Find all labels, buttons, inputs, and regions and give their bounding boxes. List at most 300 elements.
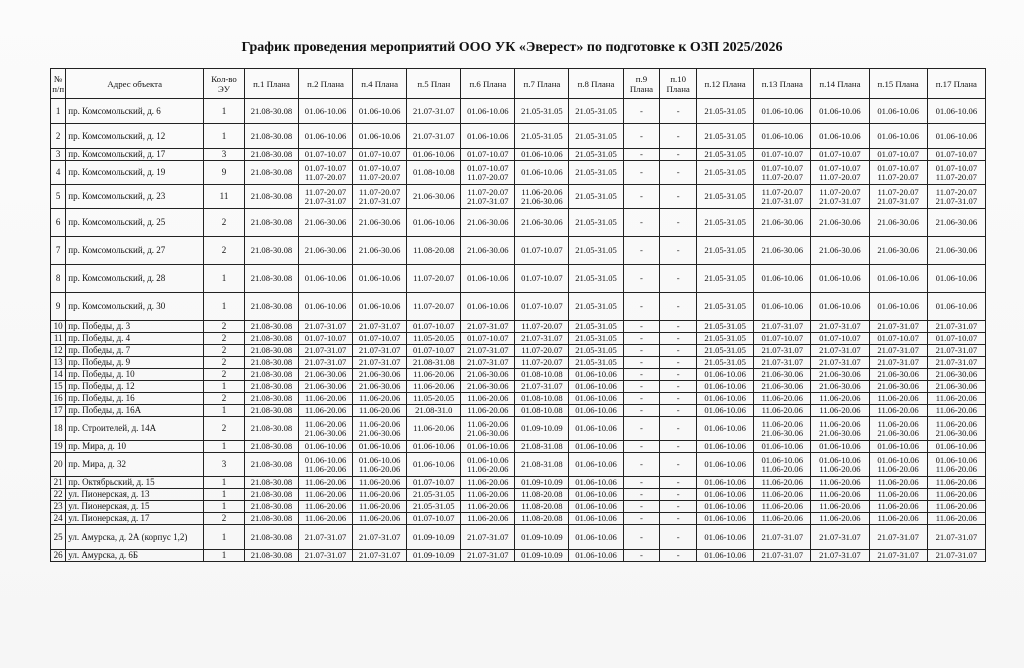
row-number: 2	[51, 124, 66, 149]
date-cell: 11.06-20.06	[754, 513, 811, 525]
date-cell: 11.06-20.06	[461, 477, 515, 489]
date-cell: 01.06-10.06	[569, 525, 623, 550]
date-cell: 21.06-30.06	[869, 381, 927, 393]
date-cell: 11.06-20.06	[811, 393, 869, 405]
date-cell: 21.07-31.07	[869, 357, 927, 369]
column-header: п.10 Плана	[660, 69, 697, 99]
date-cell: -	[660, 99, 697, 124]
date-cell: 01.06-10.06	[697, 453, 754, 477]
date-cell: 11.06-20.06	[353, 489, 407, 501]
date-cell: 01.06-10.06	[569, 405, 623, 417]
date-cell: 11.06-20.06	[927, 489, 985, 501]
column-header: п.6 Плана	[461, 69, 515, 99]
date-cell: -	[660, 525, 697, 550]
date-cell: 21.06-30.06	[299, 381, 353, 393]
date-cell: 01.07-10.07 11.07-20.07	[461, 161, 515, 185]
date-cell: 21.07-31.07	[461, 525, 515, 550]
date-cell: -	[623, 489, 660, 501]
date-cell: 11.06-20.06	[869, 513, 927, 525]
date-cell: 11.06-20.06 21.06-30.06	[353, 417, 407, 441]
eu-count-cell: 2	[204, 237, 245, 265]
date-cell: 21.05-31.05	[569, 321, 623, 333]
date-cell: 01.06-10.06 11.06-20.06	[927, 453, 985, 477]
date-cell: 11.06-20.06	[927, 405, 985, 417]
date-cell: 21.06-30.06	[869, 237, 927, 265]
date-cell: 21.05-31.05	[569, 99, 623, 124]
date-cell: 01.07-10.07 11.07-20.07	[353, 161, 407, 185]
date-cell: 01.06-10.06 11.06-20.06	[811, 453, 869, 477]
date-cell: 01.08-10.08	[515, 393, 569, 405]
table-row	[51, 293, 986, 321]
date-cell: -	[623, 293, 660, 321]
date-cell: 21.06-30.06	[811, 369, 869, 381]
address-cell: пр. Победы, д. 16А	[66, 405, 204, 417]
date-cell: 01.06-10.06	[515, 149, 569, 161]
date-cell: 01.06-10.06	[754, 99, 811, 124]
eu-count-cell: 3	[204, 453, 245, 477]
date-cell: 01.07-10.07	[754, 149, 811, 161]
row-number: 4	[51, 161, 66, 185]
date-cell: 21.08-30.08	[244, 293, 298, 321]
date-cell: 21.08-31.08	[407, 357, 461, 369]
date-cell: 21.05-31.05	[569, 333, 623, 345]
date-cell: 01.06-10.06	[754, 124, 811, 149]
date-cell: 01.06-10.06	[461, 265, 515, 293]
date-cell: 11.06-20.06	[869, 393, 927, 405]
row-number: 12	[51, 345, 66, 357]
row-number: 19	[51, 441, 66, 453]
date-cell: 01.06-10.06	[569, 477, 623, 489]
row-number: 15	[51, 381, 66, 393]
date-cell: 11.06-20.06	[461, 405, 515, 417]
table-row	[51, 333, 986, 345]
date-cell: 21.05-31.05	[569, 345, 623, 357]
date-cell: 11.06-20.06	[461, 393, 515, 405]
date-cell: -	[660, 149, 697, 161]
date-cell: 01.07-10.07	[927, 333, 985, 345]
date-cell: 01.06-10.06	[353, 293, 407, 321]
address-cell: пр. Комсомольский, д. 6	[66, 99, 204, 124]
date-cell: 01.06-10.06	[697, 381, 754, 393]
date-cell: 01.07-10.07	[869, 149, 927, 161]
date-cell: -	[660, 237, 697, 265]
date-cell: -	[623, 345, 660, 357]
address-cell: пр. Комсомольский, д. 25	[66, 209, 204, 237]
date-cell: 11.06-20.06	[754, 393, 811, 405]
date-cell: 21.06-30.06	[353, 369, 407, 381]
date-cell: 21.05-31.05	[697, 124, 754, 149]
date-cell: 11.06-20.06	[754, 477, 811, 489]
date-cell: -	[623, 381, 660, 393]
date-cell: 21.08-30.08	[244, 453, 298, 477]
eu-count-cell: 2	[204, 393, 245, 405]
date-cell: 01.06-10.06	[869, 293, 927, 321]
eu-count-cell: 1	[204, 381, 245, 393]
address-cell: пр. Мира, д. 32	[66, 453, 204, 477]
date-cell: 01.06-10.06	[569, 453, 623, 477]
date-cell: 01.06-10.06	[569, 441, 623, 453]
date-cell: 01.06-10.06	[697, 489, 754, 501]
date-cell: -	[623, 149, 660, 161]
row-number: 25	[51, 525, 66, 550]
row-number: 26	[51, 550, 66, 562]
date-cell: 21.07-31.07	[927, 345, 985, 357]
row-number: 20	[51, 453, 66, 477]
date-cell: 11.06-20.06	[353, 501, 407, 513]
date-cell: 21.07-31.07	[461, 357, 515, 369]
eu-count-cell: 1	[204, 405, 245, 417]
date-cell: 11.07-20.07	[407, 265, 461, 293]
date-cell: 01.06-10.06	[869, 124, 927, 149]
date-cell: -	[623, 393, 660, 405]
address-cell: пр. Победы, д. 10	[66, 369, 204, 381]
eu-count-cell: 2	[204, 369, 245, 381]
date-cell: -	[623, 161, 660, 185]
date-cell: 01.06-10.06	[697, 477, 754, 489]
date-cell: 11.06-20.06	[811, 489, 869, 501]
date-cell: 01.06-10.06	[569, 393, 623, 405]
table-row	[51, 489, 986, 501]
table-row	[51, 357, 986, 369]
address-cell: пр. Комсомольский, д. 12	[66, 124, 204, 149]
row-number: 14	[51, 369, 66, 381]
date-cell: 11.06-20.06	[299, 489, 353, 501]
eu-count-cell: 2	[204, 209, 245, 237]
date-cell: 01.06-10.06	[569, 501, 623, 513]
date-cell: 21.08-30.08	[244, 477, 298, 489]
date-cell: 21.05-31.05	[697, 321, 754, 333]
date-cell: 11.08-20.08	[407, 237, 461, 265]
date-cell: 21.05-31.05	[569, 124, 623, 149]
date-cell: 21.06-30.06	[461, 209, 515, 237]
eu-count-cell: 2	[204, 333, 245, 345]
table-row	[51, 161, 986, 185]
date-cell: 21.07-31.07	[461, 321, 515, 333]
date-cell: 01.09-10.09	[515, 417, 569, 441]
date-cell: 11.07-20.07	[515, 345, 569, 357]
date-cell: 21.08-31.08	[515, 453, 569, 477]
column-header: п.7 Плана	[515, 69, 569, 99]
date-cell: -	[623, 477, 660, 489]
date-cell: 01.06-10.06	[697, 501, 754, 513]
address-cell: пр. Победы, д. 16	[66, 393, 204, 405]
column-header: п.1 Плана	[244, 69, 298, 99]
date-cell: 21.08-30.08	[244, 345, 298, 357]
date-cell: 01.06-10.06	[407, 453, 461, 477]
address-cell: ул. Амурска, д. 2А (корпус 1,2)	[66, 525, 204, 550]
row-number: 3	[51, 149, 66, 161]
date-cell: -	[660, 124, 697, 149]
address-cell: пр. Победы, д. 7	[66, 345, 204, 357]
date-cell: 11.06-20.06	[407, 417, 461, 441]
date-cell: 21.06-30.06	[353, 209, 407, 237]
date-cell: 01.06-10.06 11.06-20.06	[754, 453, 811, 477]
date-cell: 01.06-10.06	[869, 441, 927, 453]
date-cell: 01.06-10.06	[697, 525, 754, 550]
date-cell: 01.06-10.06 11.06-20.06	[353, 453, 407, 477]
table-row	[51, 369, 986, 381]
date-cell: 01.06-10.06	[927, 99, 985, 124]
eu-count-cell: 1	[204, 477, 245, 489]
row-number: 7	[51, 237, 66, 265]
date-cell: 01.06-10.06	[927, 293, 985, 321]
date-cell: 01.06-10.06	[754, 441, 811, 453]
row-number: 11	[51, 333, 66, 345]
date-cell: 21.05-31.05	[697, 265, 754, 293]
table-body	[51, 99, 986, 562]
date-cell: 01.09-10.09	[515, 550, 569, 562]
date-cell: 11.06-20.06	[461, 489, 515, 501]
date-cell: 21.06-30.06	[461, 369, 515, 381]
date-cell: 21.06-30.06	[754, 369, 811, 381]
date-cell: -	[623, 333, 660, 345]
date-cell: -	[623, 357, 660, 369]
address-cell: пр. Строителей, д. 14А	[66, 417, 204, 441]
eu-count-cell: 9	[204, 161, 245, 185]
date-cell: 21.08-30.08	[244, 265, 298, 293]
date-cell: 21.07-31.07	[869, 321, 927, 333]
table-row	[51, 525, 986, 550]
date-cell: -	[660, 513, 697, 525]
date-cell: 21.07-31.07	[353, 357, 407, 369]
date-cell: 11.07-20.07 21.07-31.07	[353, 185, 407, 209]
date-cell: 01.06-10.06	[299, 441, 353, 453]
date-cell: 11.06-20.06	[869, 477, 927, 489]
date-cell: 01.06-10.06	[927, 265, 985, 293]
date-cell: 21.05-31.05	[569, 237, 623, 265]
date-cell: 21.07-31.07	[407, 124, 461, 149]
date-cell: 01.06-10.06	[353, 99, 407, 124]
table-row	[51, 185, 986, 209]
date-cell: 01.06-10.06	[515, 161, 569, 185]
date-cell: 21.07-31.07	[811, 550, 869, 562]
date-cell: 21.07-31.07	[869, 525, 927, 550]
date-cell: -	[660, 550, 697, 562]
date-cell: 21.07-31.07	[299, 525, 353, 550]
date-cell: 21.08-30.08	[244, 393, 298, 405]
date-cell: 11.06-20.06 21.06-30.06	[927, 417, 985, 441]
table-row	[51, 237, 986, 265]
eu-count-cell: 1	[204, 265, 245, 293]
date-cell: 21.08-30.08	[244, 333, 298, 345]
date-cell: 01.07-10.07	[811, 149, 869, 161]
date-cell: 21.08-30.08	[244, 417, 298, 441]
date-cell: -	[623, 453, 660, 477]
date-cell: 11.06-20.06	[754, 501, 811, 513]
date-cell: 11.06-20.06	[869, 489, 927, 501]
column-header: Кол-во ЭУ	[204, 69, 245, 99]
date-cell: 01.06-10.06	[697, 369, 754, 381]
date-cell: 01.07-10.07 11.07-20.07	[299, 161, 353, 185]
row-number: 8	[51, 265, 66, 293]
date-cell: -	[623, 550, 660, 562]
address-cell: пр. Комсомольский, д. 19	[66, 161, 204, 185]
address-cell: пр. Победы, д. 12	[66, 381, 204, 393]
date-cell: 01.07-10.07	[461, 149, 515, 161]
date-cell: -	[660, 441, 697, 453]
date-cell: -	[660, 381, 697, 393]
date-cell: 21.06-30.06	[353, 381, 407, 393]
date-cell: 11.06-20.06	[927, 477, 985, 489]
date-cell: 01.06-10.06	[569, 369, 623, 381]
row-number: 18	[51, 417, 66, 441]
date-cell: 01.06-10.06	[811, 124, 869, 149]
eu-count-cell: 2	[204, 345, 245, 357]
date-cell: 01.06-10.06	[697, 550, 754, 562]
row-number: 22	[51, 489, 66, 501]
date-cell: 11.06-20.06	[353, 513, 407, 525]
date-cell: 21.05-31.05	[569, 185, 623, 209]
date-cell: 11.06-20.06 21.06-30.06	[754, 417, 811, 441]
date-cell: 11.07-20.07 21.07-31.07	[461, 185, 515, 209]
eu-count-cell: 1	[204, 489, 245, 501]
date-cell: 21.06-30.06	[407, 185, 461, 209]
date-cell: 21.07-31.07	[353, 321, 407, 333]
date-cell: 21.06-30.06	[461, 381, 515, 393]
column-header: п.13 Плана	[754, 69, 811, 99]
date-cell: 21.07-31.07	[515, 381, 569, 393]
date-cell: 11.07-20.07	[515, 321, 569, 333]
date-cell: 21.08-30.08	[244, 381, 298, 393]
address-cell: ул. Пионерская, д. 17	[66, 513, 204, 525]
date-cell: 01.07-10.07	[299, 333, 353, 345]
eu-count-cell: 1	[204, 441, 245, 453]
address-cell: пр. Комсомольский, д. 28	[66, 265, 204, 293]
table-row	[51, 405, 986, 417]
table-row	[51, 417, 986, 441]
row-number: 6	[51, 209, 66, 237]
date-cell: 01.07-10.07	[407, 321, 461, 333]
date-cell: 21.06-30.06	[754, 237, 811, 265]
date-cell: 21.06-30.06	[515, 209, 569, 237]
eu-count-cell: 1	[204, 99, 245, 124]
address-cell: ул. Амурска, д. 6Б	[66, 550, 204, 562]
date-cell: 01.06-10.06	[569, 417, 623, 441]
date-cell: 21.08-30.08	[244, 405, 298, 417]
date-cell: 01.06-10.06	[299, 99, 353, 124]
date-cell: 01.07-10.07 11.07-20.07	[869, 161, 927, 185]
table-row	[51, 321, 986, 333]
date-cell: 01.06-10.06	[569, 513, 623, 525]
address-cell: пр. Комсомольский, д. 30	[66, 293, 204, 321]
date-cell: 01.06-10.06	[353, 265, 407, 293]
date-cell: 11.06-20.06 21.06-30.06	[515, 185, 569, 209]
date-cell: 21.08-30.08	[244, 149, 298, 161]
column-header: № п/п	[51, 69, 66, 99]
eu-count-cell: 1	[204, 550, 245, 562]
address-cell: ул. Пионерская, д. 15	[66, 501, 204, 513]
date-cell: 01.08-10.08	[515, 405, 569, 417]
column-header: п.2 Плана	[299, 69, 353, 99]
table-row	[51, 345, 986, 357]
date-cell: 01.06-10.06	[461, 124, 515, 149]
date-cell: -	[660, 161, 697, 185]
table-row	[51, 393, 986, 405]
date-cell: 21.08-30.08	[244, 441, 298, 453]
date-cell: -	[623, 237, 660, 265]
date-cell: 21.07-31.07	[927, 357, 985, 369]
date-cell: 01.06-10.06	[461, 99, 515, 124]
date-cell: 21.08-30.08	[244, 161, 298, 185]
date-cell: 21.08-30.08	[244, 321, 298, 333]
date-cell: 21.05-31.05	[407, 489, 461, 501]
date-cell: 01.06-10.06	[697, 513, 754, 525]
eu-count-cell: 1	[204, 124, 245, 149]
date-cell: 21.08-30.08	[244, 525, 298, 550]
date-cell: 01.06-10.06	[299, 124, 353, 149]
date-cell: 11.06-20.06	[299, 405, 353, 417]
date-cell: 01.09-10.09	[515, 477, 569, 489]
eu-count-cell: 3	[204, 149, 245, 161]
date-cell: 21.08-30.08	[244, 209, 298, 237]
date-cell: 01.08-10.08	[407, 161, 461, 185]
date-cell: 21.08-30.08	[244, 489, 298, 501]
column-header: п.14 Плана	[811, 69, 869, 99]
date-cell: 01.06-10.06	[811, 265, 869, 293]
address-cell: пр. Победы, д. 4	[66, 333, 204, 345]
date-cell: -	[660, 489, 697, 501]
date-cell: 01.06-10.06	[754, 293, 811, 321]
date-cell: 21.06-30.06	[299, 209, 353, 237]
date-cell: 21.06-30.06	[811, 209, 869, 237]
date-cell: 21.08-31.0	[407, 405, 461, 417]
address-cell: пр. Комсомольский, д. 17	[66, 149, 204, 161]
column-header: п.15 Плана	[869, 69, 927, 99]
date-cell: 01.07-10.07	[407, 345, 461, 357]
date-cell: 11.06-20.06	[927, 501, 985, 513]
date-cell: 01.06-10.06	[697, 441, 754, 453]
date-cell: -	[660, 453, 697, 477]
date-cell: -	[660, 333, 697, 345]
date-cell: 11.06-20.06	[811, 501, 869, 513]
date-cell: 21.07-31.07	[811, 321, 869, 333]
date-cell: 11.06-20.06	[461, 513, 515, 525]
date-cell: 21.08-30.08	[244, 185, 298, 209]
date-cell: 01.06-10.06	[461, 441, 515, 453]
date-cell: 21.05-31.05	[697, 185, 754, 209]
date-cell: 01.09-10.09	[407, 550, 461, 562]
date-cell: 01.06-10.06	[811, 441, 869, 453]
date-cell: 21.06-30.06	[811, 237, 869, 265]
date-cell: 01.06-10.06	[353, 441, 407, 453]
table-row	[51, 501, 986, 513]
date-cell: -	[660, 321, 697, 333]
date-cell: 21.08-30.08	[244, 357, 298, 369]
date-cell: 21.07-31.07	[754, 525, 811, 550]
date-cell: 21.05-31.05	[697, 161, 754, 185]
date-cell: 11.06-20.06 21.06-30.06	[299, 417, 353, 441]
eu-count-cell: 1	[204, 293, 245, 321]
date-cell: -	[623, 185, 660, 209]
date-cell: 21.05-31.05	[569, 209, 623, 237]
date-cell: 11.07-20.07 21.07-31.07	[811, 185, 869, 209]
date-cell: 11.06-20.06	[811, 477, 869, 489]
address-cell: пр. Победы, д. 3	[66, 321, 204, 333]
row-number: 9	[51, 293, 66, 321]
date-cell: -	[623, 525, 660, 550]
address-cell: пр. Октябрьский, д. 15	[66, 477, 204, 489]
date-cell: 01.09-10.09	[515, 525, 569, 550]
row-number: 23	[51, 501, 66, 513]
date-cell: -	[623, 265, 660, 293]
date-cell: 11.06-20.06	[299, 501, 353, 513]
eu-count-cell: 2	[204, 321, 245, 333]
date-cell: 11.06-20.06	[927, 513, 985, 525]
date-cell: 01.07-10.07	[515, 293, 569, 321]
table-header-row	[51, 69, 986, 99]
date-cell: 01.06-10.06	[407, 209, 461, 237]
date-cell: 21.05-31.05	[697, 333, 754, 345]
